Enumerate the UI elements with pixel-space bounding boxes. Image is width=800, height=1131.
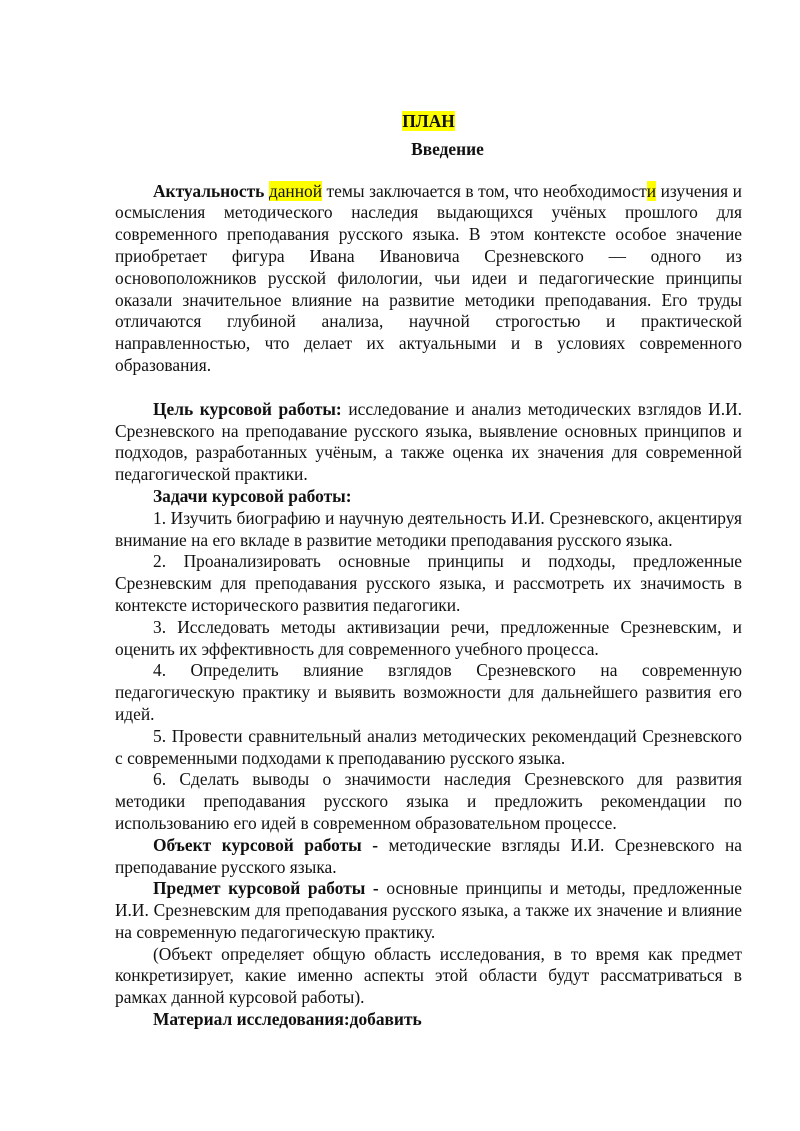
object-text: методические взгляды И.И. Срезневского на преподавание русского языка.	[115, 834, 742, 877]
document-body	[115, 111, 742, 1031]
subject-paragraph	[115, 878, 742, 943]
goal-text: исследование и анализ методических взглядов И.И. Срезневского на преподавание русского языка, выявление основных принципов и подходов, разработанных учёным, а также оценка их значения для современной педагогической практики.	[115, 398, 742, 485]
title-line	[115, 111, 742, 133]
tasks-heading	[115, 486, 742, 508]
doc-subtitle: Введение	[411, 138, 484, 159]
doc-title: ПЛАН	[402, 111, 455, 131]
task-item: 6. Сделать выводы о значимости наследия Срезневского для развития методики преподавания русского языка и предложить рекомендации по использованию его идей в современном образовательном процессе.	[115, 769, 742, 833]
material-paragraph	[115, 1009, 742, 1031]
task-item: 3. Исследовать методы активизации речи, предложенные Срезневским, и оценить их эффективность для современного учебного процесса.	[115, 616, 742, 659]
task-item: 4. Определить влияние взглядов Срезневского на современную педагогическую практику и выявить возможности для дальнейшего развития его идей.	[115, 660, 742, 724]
relevance-text-a: темы заключается в том, что необходимост	[322, 180, 647, 201]
object-label: Объект курсовой работы -	[153, 834, 379, 855]
material-label: Материал исследования:добавить	[153, 1009, 422, 1030]
task-item: 2. Проанализировать основные принципы и подходы, предложенные Срезневским для преподавания русского языка, и рассмотреть их значимость в контексте исторического развития педагогики.	[115, 551, 742, 615]
object-paragraph	[115, 835, 742, 879]
relevance-highlight-tail: и	[646, 180, 657, 201]
relevance-paragraph	[115, 181, 742, 377]
subject-text: основные принципы и методы, предложенные И.И. Срезневским для преподавания русского языка, а также их значение и влияние на современную педагогическую практику.	[115, 878, 742, 942]
relevance-label: Актуальность	[153, 180, 265, 201]
goal-paragraph	[115, 399, 742, 486]
relevance-text-b: изучения и осмысления методического наследия выдающихся учёных прошлого для современного преподавания русского языка. В этом контексте особое значение приобретает фигура Ивана Ивановича Срезневского — одного из основоположников русской филологии, чьи идеи и педагогические принципы оказали значительное влияние на развитие методики преподавания. Его труды отличаются глубиной анализа, научной строгостью и практической направленностью, что делает их актуальными и в условиях современного образования.	[115, 180, 742, 375]
relevance-highlight: данной	[268, 180, 323, 201]
task-item: 1. Изучить биографию и научную деятельность И.И. Срезневского, акцентируя внимание на его вкладе в развитие методики преподавания русского языка.	[115, 507, 742, 550]
subject-label: Предмет курсовой работы -	[153, 878, 379, 899]
note-paragraph: (Объект определяет общую область исследования, в то время как предмет конкретизирует, какие именно аспекты этой области будут рассматриваться в рамках данной курсовой работы).	[115, 943, 742, 1008]
tasks-label: Задачи курсовой работы:	[153, 485, 352, 506]
spacer	[115, 377, 742, 399]
task-item: 5. Провести сравнительный анализ методических рекомендаций Срезневского с современными подходами к преподаванию русского языка.	[115, 725, 742, 768]
goal-label: Цель курсовой работы:	[153, 398, 342, 419]
